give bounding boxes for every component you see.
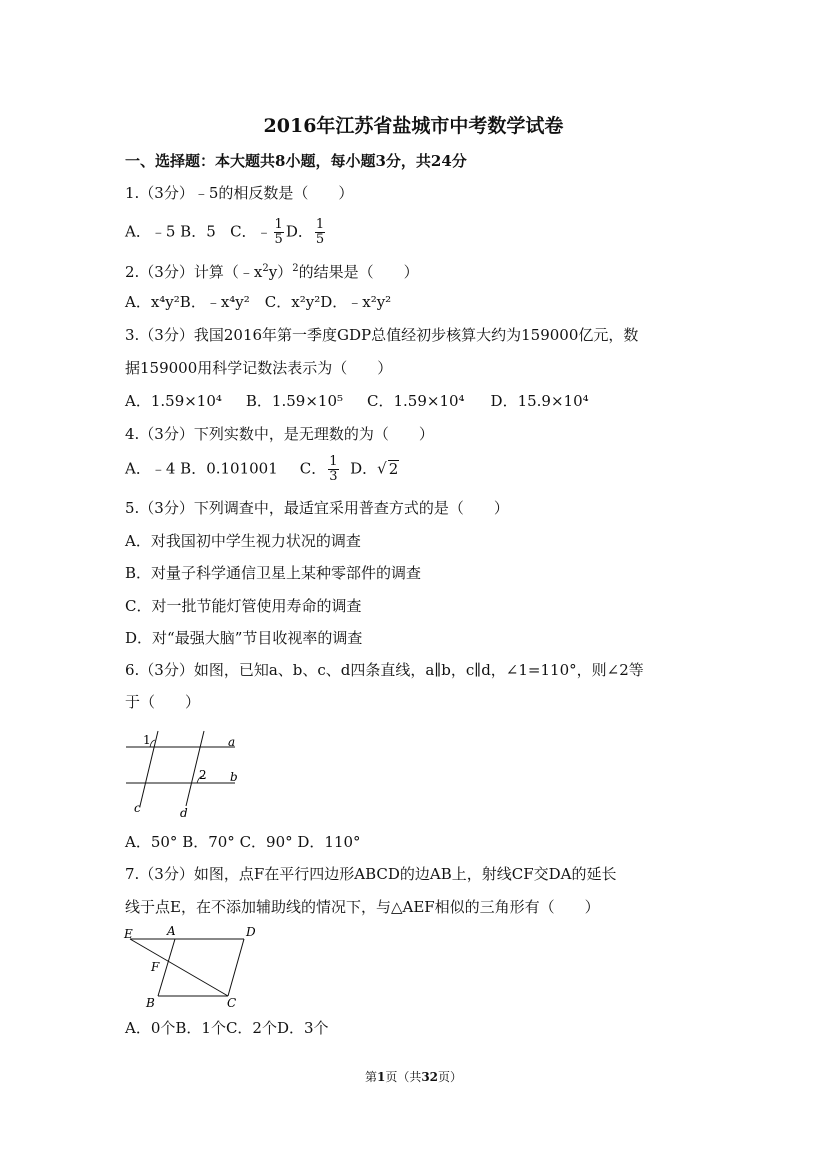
q3-option-b: B．1.59×10⁵ (245, 392, 343, 410)
page-title: 2016年江苏省盐城市中考数学试卷 (263, 115, 564, 137)
q4-option-c-fraction: $\frac{1}{3}$ (329, 454, 338, 484)
point-A-label: A (167, 924, 176, 938)
point-E-label: E (124, 927, 133, 941)
line-b-label: b (230, 770, 238, 784)
question-2-stem: 2.（3分）计算$(﹣x^2y)^2$的结果是（ ） (125, 263, 419, 281)
question-3-stem-line1: 3.（3分）我国2016年第一季度GDP总值经初步核算大约为159000亿元，数 (125, 326, 639, 344)
question-5-stem: 5.（3分）下列调查中，最适宜采用普查方式的是（ ） (125, 499, 509, 517)
q3-option-a: A．1.59×10⁴ (125, 392, 222, 410)
segment-DC (228, 939, 244, 996)
question-4-stem: 4.（3分）下列实数中，是无理数的为（ ） (125, 425, 434, 443)
q3-option-c: C．1.59×10⁴ (367, 392, 465, 410)
q4-option-b: B．0.101001 (180, 459, 278, 478)
question-3-options (125, 391, 589, 411)
question-1-options (125, 218, 327, 247)
current-page-number: 1 (376, 1070, 386, 1084)
q1-option-b: B．5 (180, 222, 216, 241)
q4-option-d-radicand: 2 (388, 459, 399, 478)
q5-option-b: B．对量子科学通信卫星上某种零部件的调查 (125, 564, 422, 582)
point-F-label: F (151, 960, 160, 974)
q4-option-c: C． (299, 459, 327, 478)
q4-option-d: D． (350, 459, 378, 478)
question-1-stem: 1.（3分）﹣5的相反数是（ ） (125, 184, 354, 202)
line-a-label: a (228, 735, 236, 749)
sqrt-symbol: √ (377, 459, 387, 478)
section-header: 一、选择题：本大题共8小题，每小题3分，共24分 (125, 152, 467, 170)
q4-option-a: A．﹣4 (125, 459, 176, 478)
point-C-label: C (227, 996, 237, 1010)
q1-option-d: D． (285, 222, 313, 241)
parallelogram-figure (120, 922, 270, 1012)
total-pages-number: 32 (421, 1070, 439, 1084)
angle-1-label: 1 (143, 733, 151, 747)
q5-option-c: C．对一批节能灯管使用寿命的调查 (125, 597, 362, 615)
angle-2-label: 2 (199, 768, 207, 782)
q5-option-d: D．对“最强大脑”节目收视率的调查 (125, 629, 363, 647)
question-2-options: A．x⁴y²B．﹣x⁴y² C．x²y²D．﹣x²y² (125, 293, 392, 311)
q3-option-d: D．15.9×10⁴ (490, 392, 589, 410)
line-d-label: d (180, 806, 188, 820)
question-3-stem-line2: 据159000用科学记数法表示为（ ） (125, 359, 393, 377)
point-B-label: B (146, 996, 155, 1010)
question-7-stem-line1: 7.（3分）如图，点F在平行四边形ABCD的边AB上，射线CF交DA的延长 (125, 865, 617, 883)
question-6-options: A．50° B．70° C．90° D．110° (125, 833, 361, 851)
q1-option-d-fraction: $\frac{1}{5}$ (315, 217, 325, 247)
q5-option-a: A．对我国初中学生视力状况的调查 (125, 532, 361, 550)
q1-option-c: C．﹣ (230, 222, 272, 241)
question-6-stem-line1: 6.（3分）如图，已知a、b、c、d四条直线，a∥b，c∥d，∠1=110°，则∠2等 (125, 661, 644, 679)
ray-CE (130, 939, 228, 996)
question-4-options (125, 455, 399, 484)
q1-option-c-fraction: $\frac{1}{5}$ (274, 217, 283, 247)
page-footer: 第1页（共32页） (364, 1070, 463, 1084)
question-7-options: A．0个B．1个C．2个D．3个 (125, 1019, 329, 1037)
parallel-lines-figure (120, 728, 250, 823)
question-7-stem-line2: 线于点E，在不添加辅助线的情况下，与△AEF相似的三角形有（ ） (125, 898, 600, 916)
line-c-label: c (134, 801, 141, 815)
point-D-label: D (246, 925, 256, 939)
segment-AB (158, 939, 175, 996)
question-6-stem-line2: 于（ ） (125, 693, 201, 711)
q1-option-a: A．﹣5 (125, 222, 176, 241)
